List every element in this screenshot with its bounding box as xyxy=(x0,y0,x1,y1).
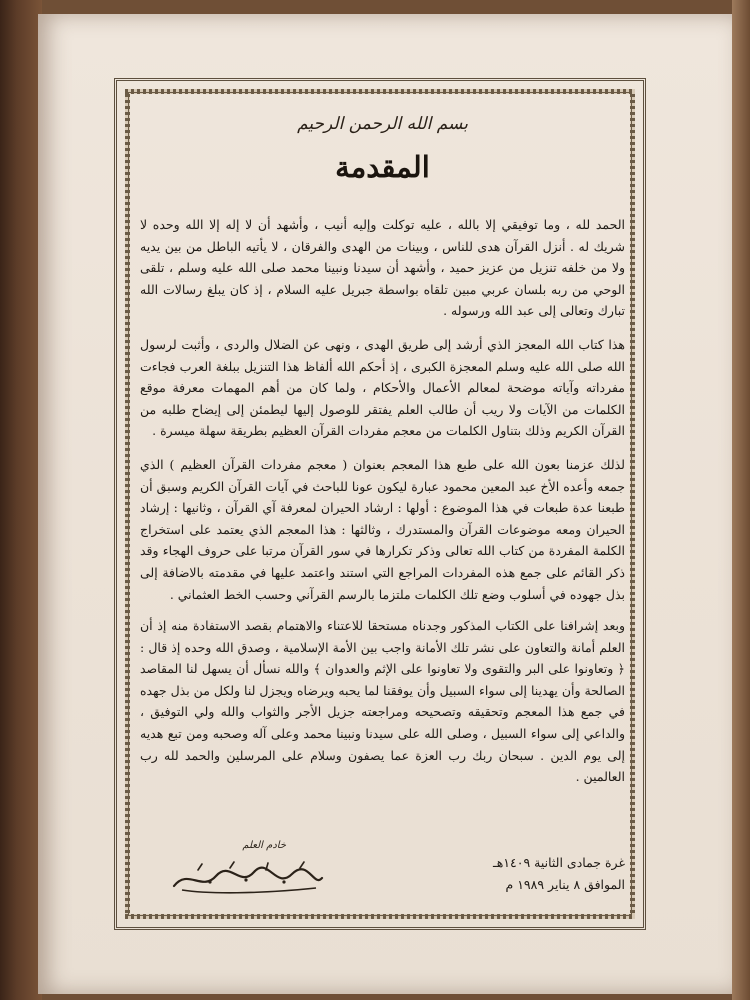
date-hijri: غرة جمادى الثانية ١٤٠٩هـ xyxy=(493,855,625,870)
book-right-edge xyxy=(732,0,750,1000)
book-spine-shadow xyxy=(0,0,42,1000)
signature-calligraphy xyxy=(168,858,328,898)
date-gregorian: الموافق ٨ يناير ١٩٨٩ م xyxy=(505,877,625,892)
introduction-body xyxy=(140,214,625,800)
basmala-calligraphy: بسم الله الرحمن الرحيم xyxy=(297,114,468,134)
page-title: المقدمة xyxy=(335,150,430,184)
servant-label: خادم العلم xyxy=(242,840,286,851)
paragraph-2: هذا كتاب الله المعجز الذي أرشد إلى طريق الهدى ، ونهى عن الضلال والردى ، وأثبت لرسول الله صلى الله عليه وسلم المعجزة الكبرى ، إذ أحكم الله ألفاظ هذا التنزيل ببلغة العرب فجاءت مفرداته وآياته موضحة لمعالم الأعمال والأحكام ، ولما كان من أهم المهمات معرفة موقع الكلمات من الآيات ولا ريب أن طالب العلم يفتقر للوصول إليها ليطمئن إلى إيضاح طلبه من القرآن الكريم وذلك بتناول الكلمات من معجم مفردات القرآن العظيم بطريقة سهلة ميسرة . xyxy=(140,336,625,439)
paragraph-3: لذلك عزمنا بعون الله على طبع هذا المعجم بعنوان ( معجم مفردات القرآن العظيم ) الذي جمعه وأعده الأخ عبد المعين محمود عبارة ليكون عونا للباحث في آيات القرآن الكريم وسبق أن طبعنا عدة طبعات في هذا الموضوع : أولها : ارشاد الحيران لمعرفة آي القرآن ، وثانيها : إرشاد الحيران ومعه موضوعات القرآن والمستدرك ، وثالثها : هذا المعجم الذي يعتمد على استخراج الكلمة المفردة من كتاب الله تعالى وذكر تكرارها في سور القرآن مرتبا على حروف الهجاء وقد ذكر القائم على جمع هذه المفردات المراجع التي استند واعتمد عليها في مقدمته بالاضافة إلى بذل جهوده في أسلوب وضع تلك الكلمات ملتزما بالرسم القرآني وحسب الخط العثماني . xyxy=(140,456,625,602)
page-content xyxy=(140,100,625,910)
date-block xyxy=(493,852,625,896)
paragraph-4: وبعد إشرافنا على الكتاب المذكور وجدناه مستحقا للاعتناء والاهتمام بقصد الاستفادة منه إذ أن العلم أمانة والتعاون على نشر تلك الأمانة واجب بين الأمة الإسلامية ، وصدق الله وحده إذ قال : ﴿ وتعاونوا على البر والتقوى ولا تعاونوا على الإثم والعدوان ﴾ والله نسأل أن يسهل لنا المقاصد الصالحة وأن يهدينا إلى سواء السبيل وأن يوفقنا لما يحبه ويرضاه ويجزل لنا ولكل من بذل جهده في جمع هذا المعجم وتحقيقه وتصحيحه ومراجعته جزيل الأجر والثواب والله ولي التوفيق ، والداعي إلى سواء السبيل ، وصلى الله على سيدنا ونبينا محمد وعلى آله وصحبه ومن تبع هديه إلى يوم الدين . سبحان ربك رب العزة عما يصفون وسلام على المرسلين والحمد لله رب العالمين . xyxy=(140,618,625,785)
paragraph-1: الحمد لله ، وما توفيقي إلا بالله ، عليه توكلت وإليه أنيب ، وأشهد أن لا إله إلا الله وحده لا شريك له . أنزل القرآن هدى للناس ، وبينات من الهدى والفرقان ، لا يأتيه الباطل من بين يديه ولا من خلفه تنزيل من عزيز حميد ، وأشهد أن سيدنا ونبينا محمد صلى الله عليه وسلم ، تلقى الوحي من ربه بلسان عربي مبين تلقاه بواسطة جبريل عليه السلام ، إذ كان يبلغ رسالات الله تبارك وتعالى إلى عبد الله ورسوله . xyxy=(140,217,625,319)
signature-block xyxy=(168,840,328,910)
